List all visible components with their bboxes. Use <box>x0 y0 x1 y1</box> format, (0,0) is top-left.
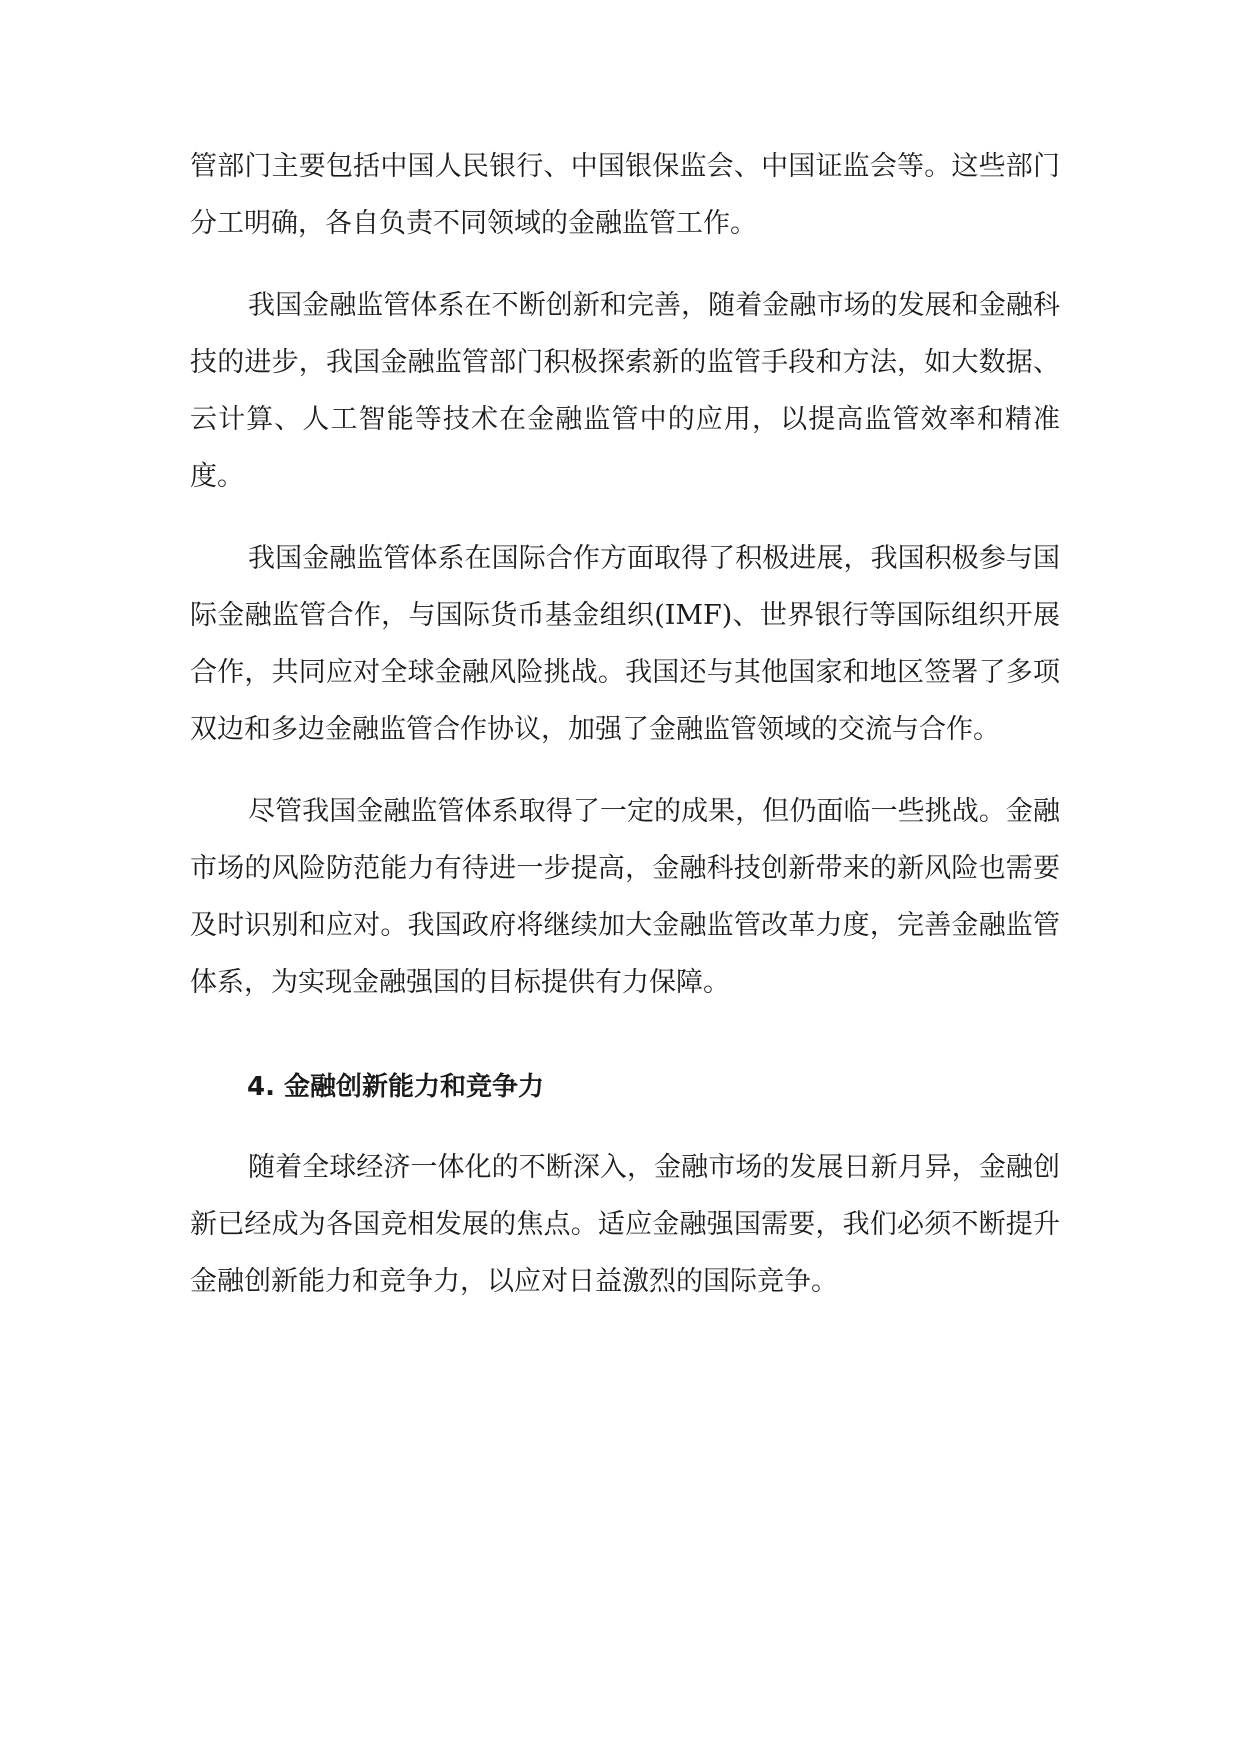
document-body <box>190 138 1060 1310</box>
section-heading: 4. 金融创新能力和竞争力 <box>247 1072 545 1102</box>
paragraph-regulation-innovation: 我国金融监管体系在不断创新和完善，随着金融市场的发展和金融科技的进步，我国金融监管部门积极探索新的监管手段和方法，如大数据、云计算、人工智能等技术在金融监管中的应用，以提高监管效率和精准度。 <box>190 290 1060 492</box>
paragraph-continued: 管部门主要包括中国人民银行、中国银保监会、中国证监会等。这些部门分工明确，各自负责不同领域的金融监管工作。 <box>190 151 1060 239</box>
paragraph-financial-innovation: 随着全球经济一体化的不断深入，金融市场的发展日新月异，金融创新已经成为各国竞相发展的焦点。适应金融强国需要，我们必须不断提升金融创新能力和竞争力，以应对日益激烈的国际竞争。 <box>190 1152 1060 1297</box>
paragraph-international-cooperation: 我国金融监管体系在国际合作方面取得了积极进展，我国积极参与国际金融监管合作，与国际货币基金组织(IMF)、世界银行等国际组织开展合作，共同应对全球金融风险挑战。我国还与其他国家和地区签署了多项双边和多边金融监管合作协议，加强了金融监管领域的交流与合作。 <box>190 543 1060 745</box>
paragraph-challenges: 尽管我国金融监管体系取得了一定的成果，但仍面临一些挑战。金融市场的风险防范能力有待进一步提高，金融科技创新带来的新风险也需要及时识别和应对。我国政府将继续加大金融监管改革力度，完善金融监管体系，为实现金融强国的目标提供有力保障。 <box>190 796 1060 998</box>
